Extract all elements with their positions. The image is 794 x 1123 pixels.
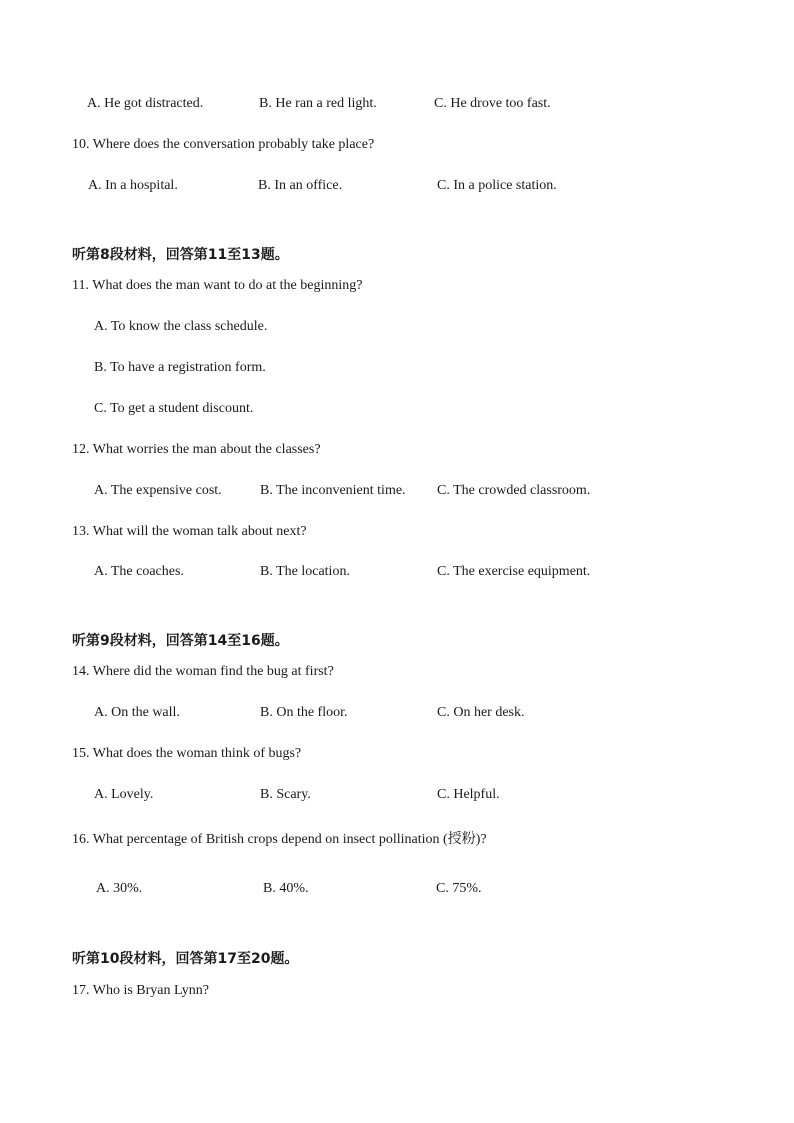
q11-option-b: B. To have a registration form. (94, 360, 266, 375)
q12-option-b: B. The inconvenient time. (260, 483, 406, 498)
section-heading-9: 听第9段材料，回答第14至16题。 (72, 633, 289, 649)
section-heading-8: 听第8段材料，回答第11至13题。 (72, 247, 289, 263)
q13-stem: 13. What will the woman talk about next? (72, 524, 307, 539)
q14-option-c: C. On her desk. (437, 705, 525, 720)
q13-option-b: B. The location. (260, 564, 350, 579)
q15-option-b: B. Scary. (260, 787, 311, 802)
q13-option-c: C. The exercise equipment. (437, 564, 591, 579)
q9-option-a: A. He got distracted. (87, 96, 204, 111)
q14-stem: 14. Where did the woman find the bug at first? (72, 664, 334, 679)
q17-stem: 17. Who is Bryan Lynn? (72, 983, 210, 998)
q14-option-b: B. On the floor. (260, 705, 348, 720)
q13-option-a: A. The coaches. (94, 564, 184, 579)
q10-option-a: A. In a hospital. (88, 178, 178, 193)
q11-option-c: C. To get a student discount. (94, 401, 254, 416)
q12-stem: 12. What worries the man about the classes? (72, 442, 321, 457)
q15-stem: 15. What does the woman think of bugs? (72, 746, 302, 761)
q10-option-b: B. In an office. (258, 178, 343, 193)
q12-option-a: A. The expensive cost. (94, 483, 222, 498)
q16-option-a: A. 30%. (96, 881, 143, 896)
q15-option-a: A. Lovely. (94, 787, 154, 802)
q16-option-b: B. 40%. (263, 881, 309, 896)
q16-stem: 16. What percentage of British crops depend on insect pollination (授粉)? (72, 832, 487, 847)
q9-option-c: C. He drove too fast. (434, 96, 551, 111)
q11-option-a: A. To know the class schedule. (94, 319, 268, 334)
q14-option-a: A. On the wall. (94, 705, 180, 720)
q12-option-c: C. The crowded classroom. (437, 483, 591, 498)
q9-option-b: B. He ran a red light. (259, 96, 377, 111)
q11-stem: 11. What does the man want to do at the beginning? (72, 278, 363, 293)
q10-option-c: C. In a police station. (437, 178, 557, 193)
q10-stem: 10. Where does the conversation probably take place? (72, 137, 375, 152)
q16-option-c: C. 75%. (436, 881, 482, 896)
section-heading-10: 听第10段材料，回答第17至20题。 (72, 951, 299, 967)
q15-option-c: C. Helpful. (437, 787, 500, 802)
